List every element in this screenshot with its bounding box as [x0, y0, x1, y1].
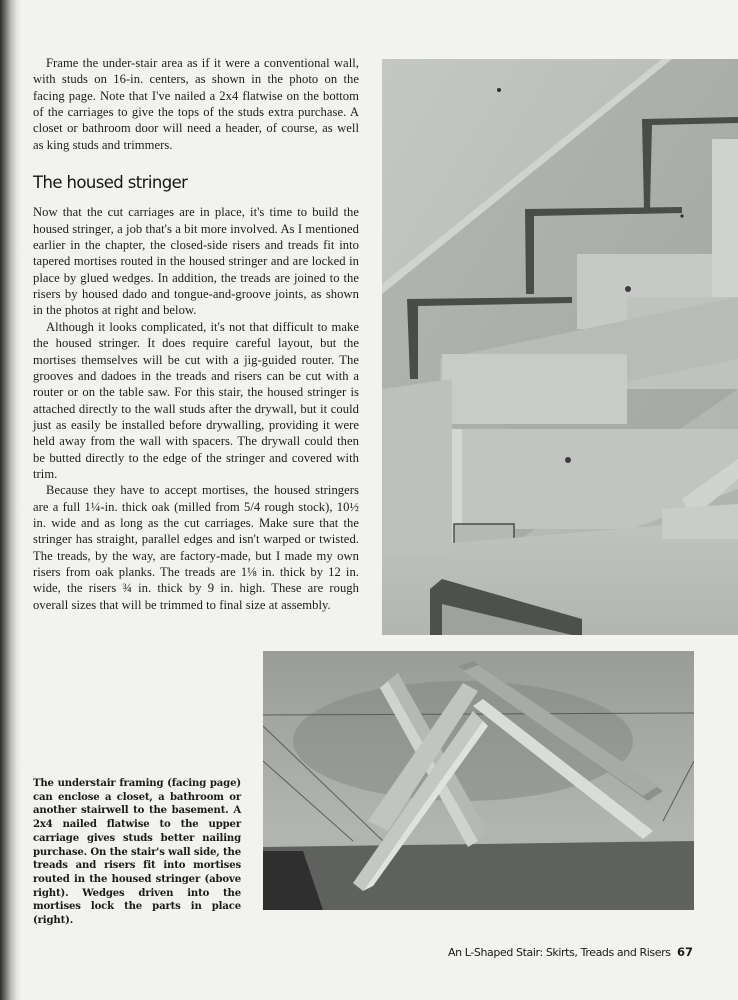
photo-housed-stringer [382, 59, 738, 635]
stair-mortise-photo-illustration [382, 59, 738, 635]
section-heading: The housed stringer [33, 173, 188, 193]
scan-binding-shadow [0, 0, 22, 1000]
photo-caption: The understair framing (facing page) can enclose a closet, a bathroom or another stairwell to the basement. A 2x4 nailed flatwise to the upper carriage gives studs better nailing purchase. On the stair's wall side, the treads and risers fit into mortises routed in the housed stringer (above right). Wedges driven into the mortises lock the parts in place (right). [33, 778, 241, 927]
wedge-photo-illustration [263, 651, 694, 910]
page-number: 67 [676, 945, 693, 959]
body-text-column [33, 55, 359, 613]
running-head: An L-Shaped Stair: Skirts, Treads and Risers [448, 945, 671, 959]
body-paragraph-1: Now that the cut carriages are in place, it's time to build the housed stringer, a job that's a bit more involved. As I mentioned earlier in the chapter, the closed-side risers and treads fit into tapered mortises routed in the housed stringer and are locked in place by glued wedges. In addition, the treads are joined to the risers by housed dado and tongue-and-groove joints, as shown in the photos at right and below. [33, 205, 359, 318]
body-paragraph-3: Because they have to accept mortises, the housed stringers are a full 1¼-in. thick oak (milled from 5/4 rough stock), 10½ in. wide and as long as the cut carriages. Make sure that the stringer has straight, parallel edges and isn't warped or twisted. The treads, by the way, are factory-made, but I made my own risers from oak planks. The treads are 1⅛ in. thick by 12 in. wide, the risers ¾ in. thick by 9 in. high. These are rough overall sizes that will be trimmed to final size at assembly. [33, 483, 359, 612]
intro-paragraph: Frame the under-stair area as if it were a conventional wall, with studs on 16-in. centers, as shown in the photo on the facing page. Note that I've nailed a 2x4 flatwise on the bottom of the carriages to give the tops of the studs extra purchase. A closet or bathroom door will need a header, of course, as well as king studs and trimmers. [33, 56, 359, 152]
photo-wedges-in-mortises [263, 651, 694, 910]
body-paragraph-2: Although it looks complicated, it's not that difficult to make the housed stringer. It does require careful layout, but the mortises themselves will be cut with a jig-guided router. The grooves and dadoes in the treads and risers can be cut with a router or on the table saw. For this stair, the housed stringer is attached directly to the wall studs after the drywall, but it could just as easily be installed before drywalling, providing it were held away from the wall with spacers. The drywall could then be butted directly to the edge of the stringer and covered with trim. [33, 319, 359, 481]
page-footer [448, 944, 708, 960]
